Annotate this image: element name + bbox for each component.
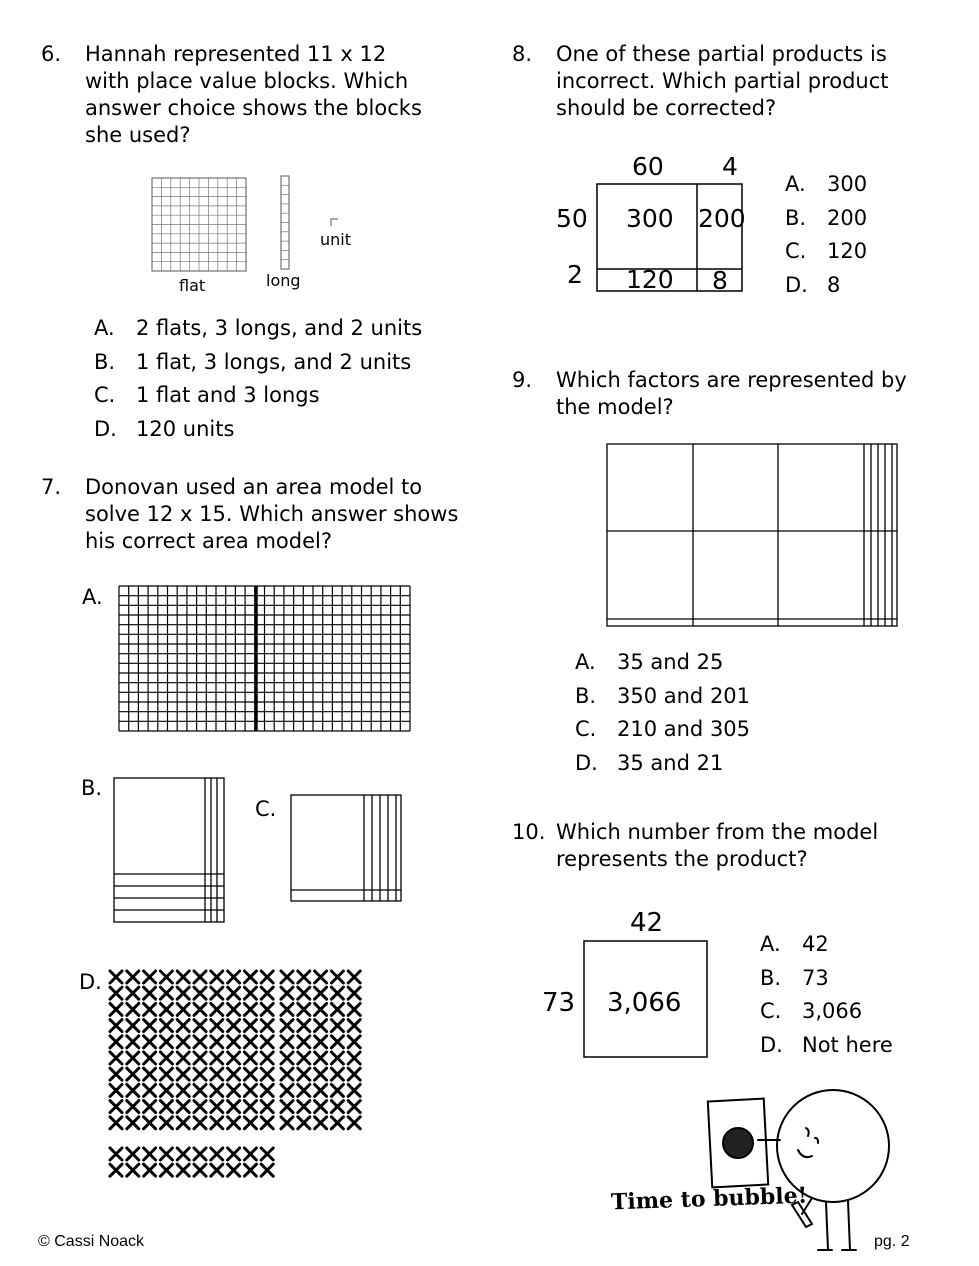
question-line: Which factors are represented by	[556, 368, 907, 392]
answer-option-c[interactable]: C. 1 flat and 3 longs	[94, 383, 320, 407]
q7-option-c-label[interactable]: C.	[255, 797, 277, 821]
flat-label: flat	[179, 276, 206, 295]
answer-option-b[interactable]: B. 1 flat, 3 longs, and 2 units	[94, 349, 412, 374]
q10-top-factor: 42	[630, 908, 664, 938]
answer-option-c[interactable]: C. 3,066	[760, 999, 863, 1023]
q7-option-d-label[interactable]: D.	[79, 970, 102, 994]
question-line: incorrect. Which partial product	[556, 69, 889, 93]
answer-option-d[interactable]: D. Not here	[760, 1032, 893, 1057]
q8-side-factor-tens: 50	[556, 204, 588, 233]
q8-top-factor-tens: 60	[632, 152, 664, 181]
answer-option-a[interactable]: A. 2 flats, 3 longs, and 2 units	[94, 316, 423, 340]
bubble-circle	[723, 1128, 753, 1158]
q8-partial-product: 300	[626, 204, 674, 233]
q8-partial-product: 200	[698, 204, 746, 233]
question-line: Hannah represented 11 x 12	[85, 42, 387, 66]
mascot-leg	[848, 1201, 850, 1250]
q10-side-factor: 73	[542, 988, 576, 1018]
mascot-caption: Time to bubble!	[610, 1182, 808, 1216]
mascot-eye	[806, 1128, 809, 1136]
answer-option-d[interactable]: D. 35 and 21	[575, 750, 724, 775]
answer-option-d[interactable]: D. 8	[785, 272, 841, 297]
question-line: One of these partial products is	[556, 42, 887, 66]
question-line: with place value blocks. Which	[85, 69, 409, 93]
long-label: long	[266, 271, 301, 290]
answer-option-d[interactable]: D. 120 units	[94, 416, 235, 441]
question-line: the model?	[556, 395, 674, 419]
question-number: 8.	[512, 42, 533, 66]
q8-top-factor-ones: 4	[722, 152, 738, 181]
mascot-eye	[815, 1138, 818, 1143]
answer-option-b[interactable]: B. 73	[760, 965, 829, 990]
question-line: solve 12 x 15. Which answer shows	[85, 502, 459, 526]
unit-label: unit	[320, 230, 351, 249]
q7-option-a-label[interactable]: A.	[82, 585, 103, 609]
question-line: his correct area model?	[85, 529, 333, 553]
question-line: Donovan used an area model to	[85, 475, 423, 499]
copyright-notice: © Cassi Noack	[38, 1233, 145, 1250]
answer-option-a[interactable]: A. 35 and 25	[575, 650, 724, 674]
question-number: 9.	[512, 368, 533, 392]
answer-option-a[interactable]: A. 300	[785, 172, 868, 196]
question-line: represents the product?	[556, 847, 808, 871]
question-number: 10.	[512, 820, 546, 844]
question-number: 7.	[41, 475, 62, 499]
answer-option-b[interactable]: B. 350 and 201	[575, 683, 751, 708]
mascot-smile	[798, 1150, 812, 1157]
page-number: pg. 2	[874, 1233, 910, 1250]
mascot-leg	[826, 1202, 828, 1250]
question-line: should be corrected?	[556, 96, 777, 120]
answer-option-c[interactable]: C. 120	[785, 239, 868, 263]
q8-partial-product: 8	[712, 266, 728, 295]
answer-option-c[interactable]: C. 210 and 305	[575, 717, 751, 741]
question-line: she used?	[85, 123, 191, 147]
answer-option-b[interactable]: B. 200	[785, 205, 868, 230]
q10-product: 3,066	[607, 988, 682, 1018]
q7-option-b-label[interactable]: B.	[81, 776, 103, 800]
question-number: 6.	[41, 42, 62, 66]
question-line: answer choice shows the blocks	[85, 96, 422, 120]
answer-option-a[interactable]: A. 42	[760, 932, 829, 956]
q8-side-factor-ones: 2	[567, 260, 583, 289]
question-line: Which number from the model	[556, 820, 879, 844]
q8-partial-product: 120	[626, 265, 674, 294]
